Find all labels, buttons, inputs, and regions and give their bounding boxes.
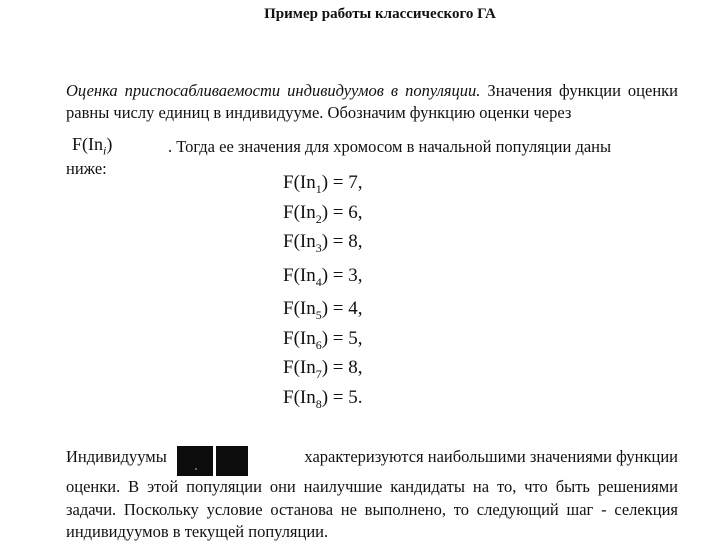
- redacted-box: [177, 446, 213, 476]
- formula-4: $F(In_4) = 3$,: [283, 264, 363, 289]
- inline-formula: [72, 134, 112, 159]
- inline-formula-sub: i: [103, 143, 107, 158]
- inline-formula-post: ): [106, 134, 113, 154]
- continuation-end: ниже:: [66, 159, 107, 178]
- intro-text: Значения функции оценки равны числу единиц в индивидууме. Обозначим функцию оценки через: [66, 81, 678, 122]
- formula-6: $F(In_6) = 5$,: [283, 327, 363, 352]
- page-title: Пример работы классического ГА: [264, 6, 496, 22]
- conclusion-paragraph: [66, 446, 678, 544]
- fitness-formulas: [283, 168, 363, 412]
- formula-7: $F(In_7) = 8$,: [283, 357, 363, 381]
- formula-5: $F(In_5) = 4$,: [283, 298, 363, 322]
- formula-3: $F(In_3) = 8$,: [283, 231, 363, 255]
- conclusion-after-redaction: характеризуются наибольшими значениями функции: [304, 447, 678, 466]
- formula-8: $F(In_8) = 5$.: [283, 386, 363, 411]
- redacted-box: [216, 446, 248, 476]
- formula-1: $F(In_1) = 7$,: [283, 172, 363, 196]
- intro-paragraph: [66, 80, 678, 124]
- conclusion-rest: оценки. В этой популяции они наилучшие кандидаты на то, что быть решениями задачи. Поскольку условие останова не выполнено, то следующий шаг - селекция индивидуумов в текущей популяции.: [66, 477, 678, 541]
- inline-formula-pre: F(In: [72, 134, 103, 154]
- intro-italic: Оценка приспосабливаемости индивидуумов в популяции.: [66, 81, 481, 100]
- formula-2: $F(In_2) = 6$,: [283, 201, 363, 226]
- continuation-text: . Тогда ее значения для хромосом в начальной популяции даны: [168, 137, 612, 156]
- conclusion-lead: Индивидуумы: [66, 447, 167, 466]
